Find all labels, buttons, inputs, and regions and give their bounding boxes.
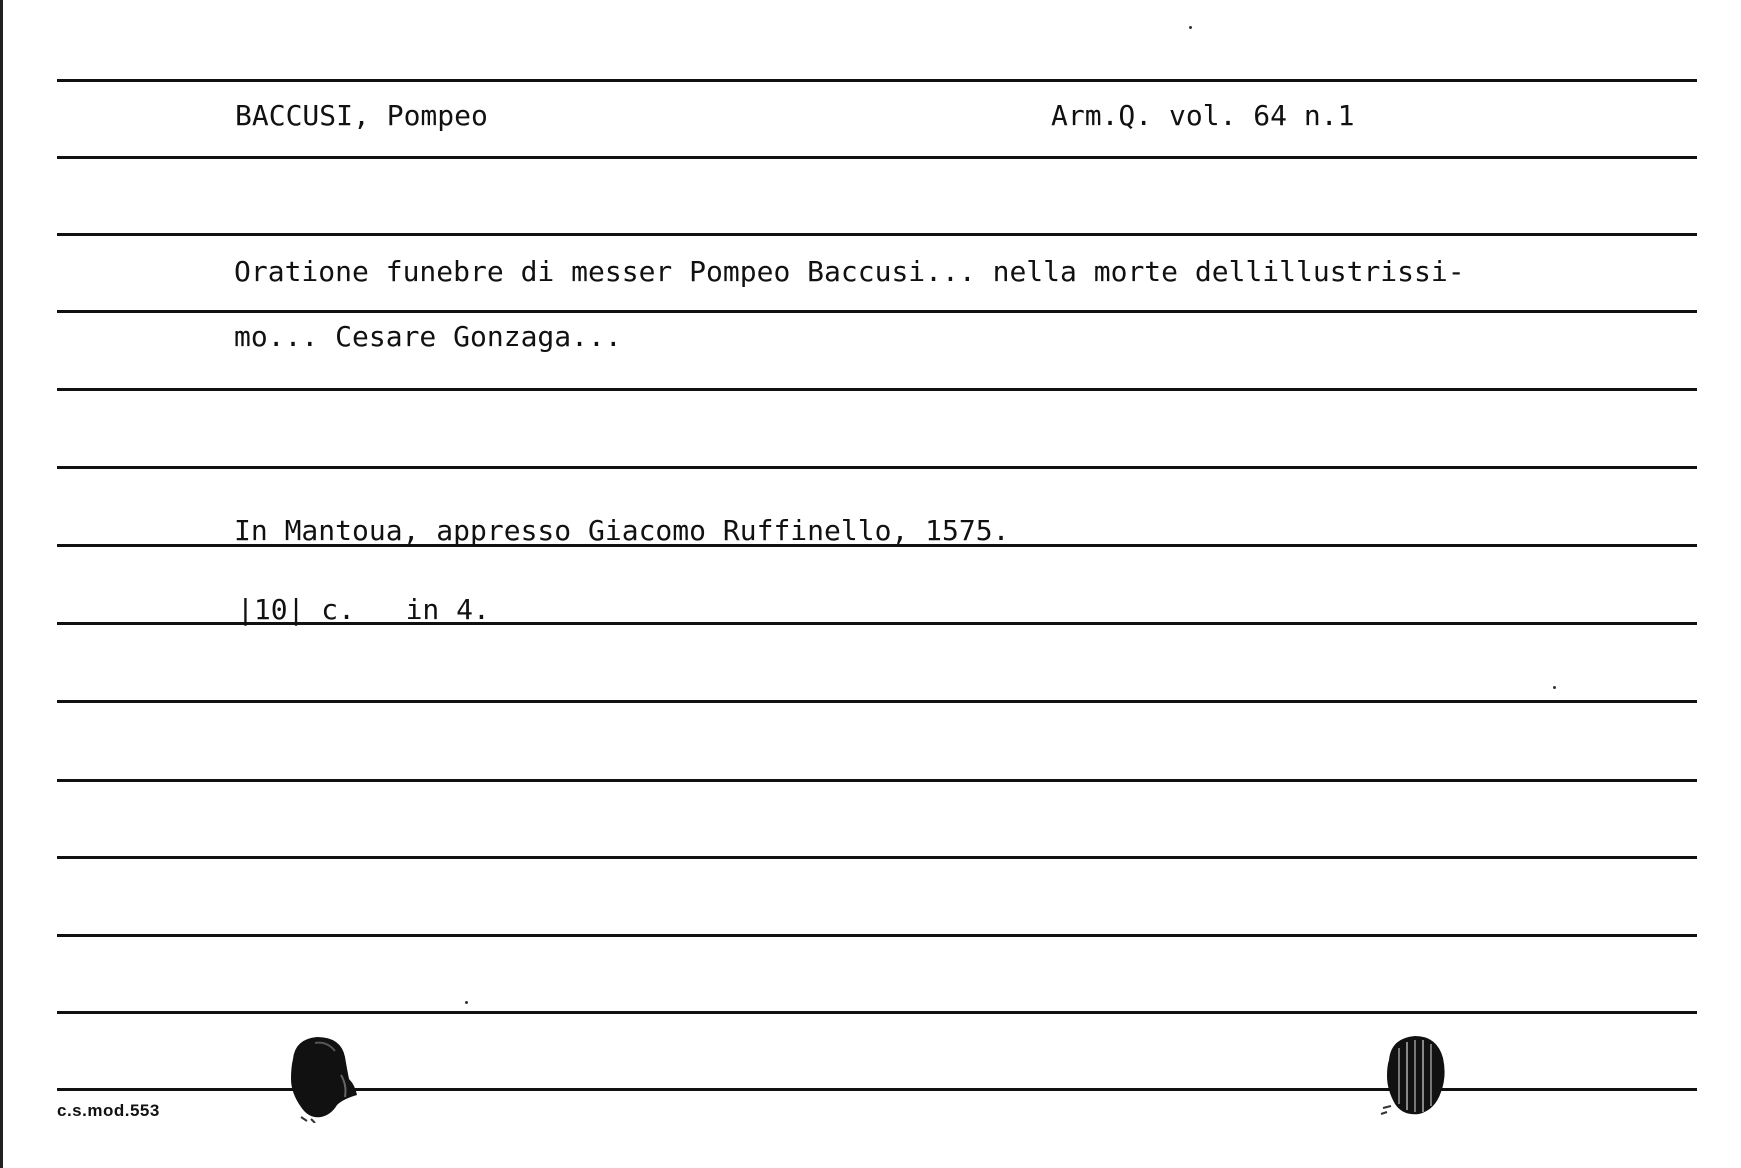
ruled-line bbox=[57, 466, 1697, 469]
ruled-line bbox=[57, 856, 1697, 859]
scan-speck bbox=[465, 1001, 468, 1004]
ruled-line bbox=[57, 156, 1697, 159]
binder-hole-left-icon bbox=[285, 1035, 359, 1123]
ruled-line bbox=[57, 1011, 1697, 1014]
ruled-line bbox=[57, 388, 1697, 391]
title-line-2: mo... Cesare Gonzaga... bbox=[234, 320, 622, 353]
imprint: In Mantoua, appresso Giacomo Ruffinello, 1575. bbox=[234, 514, 1010, 547]
ruled-line bbox=[57, 934, 1697, 937]
scan-speck bbox=[1553, 686, 1556, 689]
form-code: c.s.mod.553 bbox=[57, 1101, 160, 1120]
binder-hole-right-icon bbox=[1379, 1034, 1453, 1122]
ruled-line bbox=[57, 779, 1697, 782]
shelfmark: Arm.Q. vol. 64 n.1 bbox=[1051, 99, 1355, 132]
collation: |10| c. in 4. bbox=[237, 593, 490, 626]
ruled-line bbox=[57, 233, 1697, 236]
title-line-1: Oratione funebre di messer Pompeo Baccusi... nella morte dellillustrissi- bbox=[234, 255, 1465, 288]
ruled-line bbox=[57, 700, 1697, 703]
ruled-line bbox=[57, 310, 1697, 313]
ruled-line bbox=[57, 79, 1697, 82]
scan-speck bbox=[1189, 26, 1192, 29]
author-heading: BACCUSI, Pompeo bbox=[235, 99, 488, 132]
